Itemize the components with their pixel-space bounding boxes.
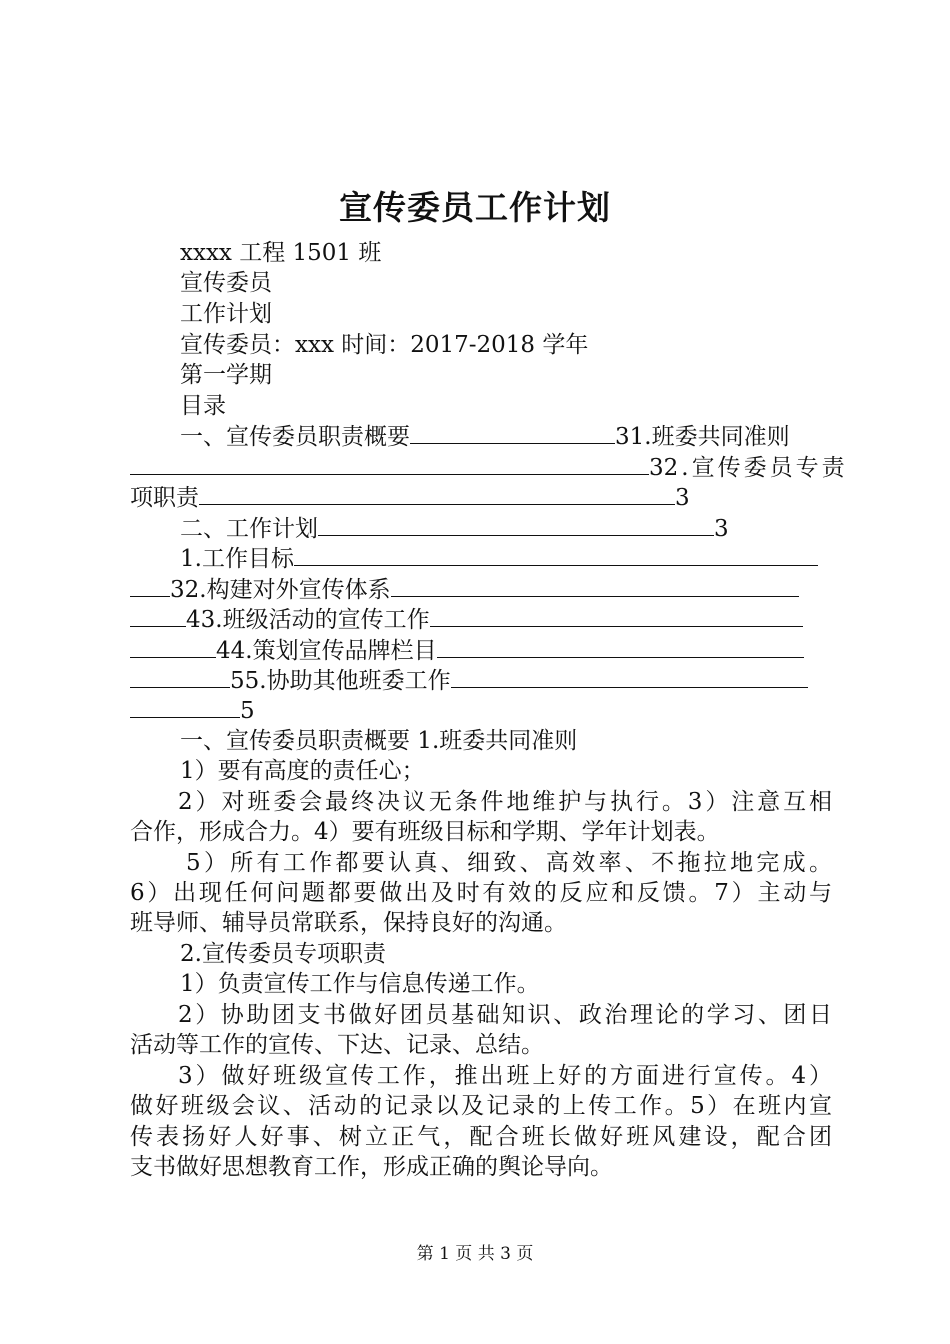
subsection-heading: 2.宣传委员专项职责: [180, 941, 386, 967]
toc-line: 32.宣传委员专责: [130, 452, 848, 483]
toc-entry-label: 项职责: [130, 485, 199, 511]
toc-leader: [430, 604, 803, 627]
paragraph-line: 6）出现任何问题都要做出及时有效的反应和反馈。7）主动与: [130, 880, 832, 906]
paragraph-line: 做好班级会议、活动的记录以及记录的上传工作。5）在班内宣: [130, 1093, 832, 1119]
toc-leader: [130, 665, 230, 688]
paragraph-line: 3）做好班级宣传工作，推出班上好的方面进行宣传。4）: [178, 1063, 832, 1089]
toc-leader: [437, 635, 804, 658]
toc-leader: [130, 452, 649, 475]
toc-leader: [130, 635, 216, 658]
paragraph-line: 传表扬好人好事、树立正气，配合班长做好班风建设，配合团: [130, 1124, 832, 1150]
toc-entry-page: 5: [230, 668, 245, 694]
paragraph-line: 2）协助团支书做好团员基础知识、政治理论的学习、团日: [178, 1002, 832, 1028]
toc-leader: [318, 513, 714, 536]
paragraph-line: 1）要有高度的责任心；: [180, 758, 425, 784]
page-footer: 第 1 页 共 3 页: [416, 1244, 534, 1264]
page-title: 宣传委员工作计划: [339, 188, 611, 227]
toc-entry-page: 3: [675, 485, 690, 511]
toc-entry-label: 2.宣传委员专: [663, 455, 822, 481]
toc-line: [130, 604, 803, 635]
toc-entry-label: 1.班委共同准则: [629, 424, 790, 450]
paragraph-line: 活动等工作的宣传、下达、记录、总结。: [130, 1032, 544, 1058]
toc-line: [180, 421, 790, 452]
toc-line: [130, 482, 690, 513]
toc-entry-page: 5: [240, 698, 255, 724]
toc-entry-label: 一、宣传委员职责概要: [180, 424, 410, 450]
paragraph-line: 1）负责宣传工作与信息传递工作。: [180, 971, 540, 997]
toc-leader: [391, 574, 799, 597]
paragraph-line: 合作，形成合力。4）要有班级目标和学期、学年计划表。: [130, 819, 720, 845]
toc-leader: [199, 482, 675, 505]
paragraph-line: 5）所有工作都要认真、细致、高效率、不拖拉地完成。: [186, 850, 832, 876]
toc-line: [180, 543, 818, 574]
cover-author-time: 宣传委员：xxx 时间：2017-2018 学年: [180, 332, 589, 358]
toc-entry-label: 4.策划宣传品牌栏目: [230, 638, 437, 664]
toc-line: [130, 695, 255, 726]
toc-entry-label: 二、工作计划: [180, 516, 318, 542]
cover-doc-type: 工作计划: [180, 301, 272, 327]
toc-heading: 目录: [180, 393, 226, 419]
paragraph-line: 支书做好思想教育工作，形成正确的舆论导向。: [130, 1154, 613, 1180]
toc-entry-page: 3: [714, 516, 729, 542]
toc-entry-page: 3: [649, 455, 664, 481]
toc-leader: [130, 574, 170, 597]
toc-leader: [451, 665, 808, 688]
section-heading: 一、宣传委员职责概要 1.班委共同准则: [180, 728, 578, 754]
toc-line: [130, 665, 808, 696]
toc-entry-page: 3: [170, 577, 185, 603]
toc-entry-label: 3.班级活动的宣传工作: [200, 607, 430, 633]
toc-entry-page: 4: [186, 607, 201, 633]
toc-line: [130, 574, 799, 605]
paragraph-line: 班导师、辅导员常联系，保持良好的沟通。: [130, 910, 567, 936]
toc-leader: [130, 604, 186, 627]
toc-line: [180, 513, 729, 544]
paragraph-line: 2）对班委会最终决议无条件地维护与执行。3）注意互相: [178, 789, 832, 815]
toc-entry-label: 2.构建对外宣传体系: [184, 577, 391, 603]
toc-line: [130, 635, 804, 666]
toc-leader: [410, 421, 615, 444]
toc-leader: [294, 543, 818, 566]
toc-leader: [130, 695, 240, 718]
cover-role: 宣传委员: [180, 270, 272, 296]
toc-entry-label: 5.协助其他班委工作: [244, 668, 451, 694]
cover-semester: 第一学期: [180, 362, 272, 388]
toc-entry-label: 1.工作目标: [180, 546, 294, 572]
toc-entry-page: 4: [216, 638, 231, 664]
cover-class-name: xxxx 工程 1501 班: [180, 240, 382, 266]
toc-entry-page: 3: [615, 424, 630, 450]
